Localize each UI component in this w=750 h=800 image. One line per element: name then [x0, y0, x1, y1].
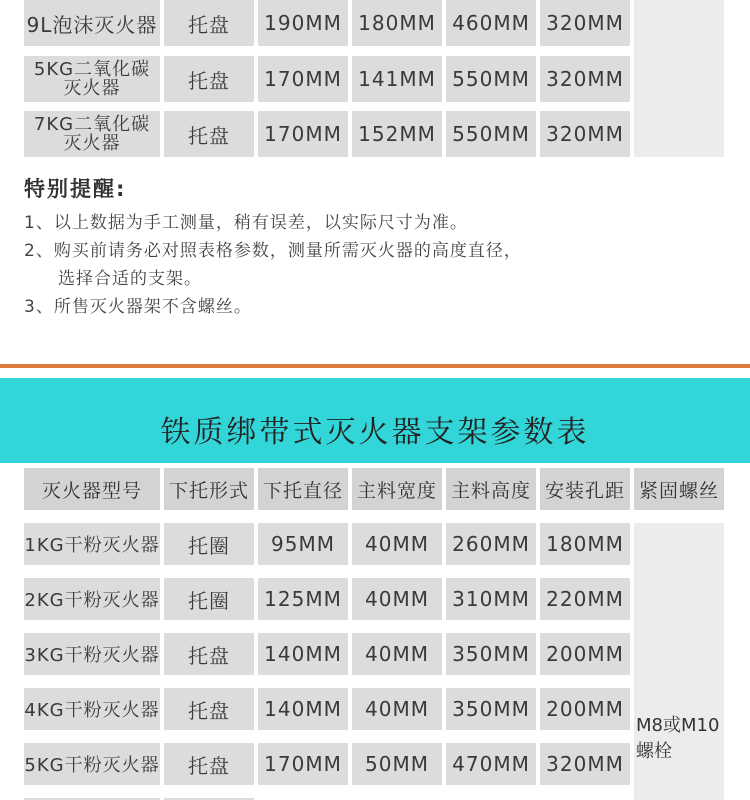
notes-heading: 特别提醒: — [24, 177, 127, 201]
type-cell: 托圈 — [164, 523, 254, 565]
value-cell: 40MM — [352, 688, 442, 730]
header-cell: 紧固螺丝 — [634, 468, 724, 510]
note-line: 1、以上数据为手工测量，稍有误差，以实际尺寸为准。 — [24, 213, 468, 233]
value-cell: 170MM — [258, 743, 348, 785]
screw-spec-cell — [634, 523, 724, 800]
type-cell: 托盘 — [164, 633, 254, 675]
model-text: 5KG二氧化碳 — [33, 59, 151, 80]
header-cell: 安装孔距 — [540, 468, 630, 510]
table-row — [24, 633, 634, 675]
value-cell: 40MM — [352, 578, 442, 620]
value-cell: 170MM — [258, 111, 348, 157]
table-header-row — [24, 468, 728, 510]
value-cell: 260MM — [446, 523, 536, 565]
value-cell: 170MM — [258, 56, 348, 102]
model-cell: 5KG干粉灭火器 — [24, 743, 160, 785]
model-text: 9L泡沫灭火器 — [26, 12, 158, 37]
type-cell: 托盘 — [164, 111, 254, 157]
type-cell: 托盘 — [164, 0, 254, 46]
value-cell: 350MM — [446, 688, 536, 730]
model-cell: 3KG干粉灭火器 — [24, 633, 160, 675]
value-cell: 190MM — [258, 0, 348, 46]
model-text: 灭火器 — [63, 133, 121, 154]
table-row — [24, 111, 634, 157]
screw-spec-text — [636, 713, 719, 765]
model-text: 灭火器 — [63, 78, 121, 99]
value-cell: 320MM — [540, 0, 630, 46]
header-cell: 灭火器型号 — [24, 468, 160, 510]
table-row — [24, 743, 634, 785]
header-cell: 主料宽度 — [352, 468, 442, 510]
model-cell — [24, 56, 160, 102]
header-cell: 下托形式 — [164, 468, 254, 510]
type-cell: 托圈 — [164, 578, 254, 620]
screw-spec-line: M8或M10 — [636, 715, 720, 736]
value-cell: 141MM — [352, 56, 442, 102]
value-cell: 320MM — [540, 56, 630, 102]
header-cell: 下托直径 — [258, 468, 348, 510]
value-cell: 200MM — [540, 688, 630, 730]
value-cell: 550MM — [446, 56, 536, 102]
table-row — [24, 523, 634, 565]
table-row — [24, 688, 634, 730]
value-cell: 40MM — [352, 633, 442, 675]
value-cell: 470MM — [446, 743, 536, 785]
type-cell: 托盘 — [164, 688, 254, 730]
value-cell: 550MM — [446, 111, 536, 157]
value-cell: 140MM — [258, 688, 348, 730]
model-cell — [24, 111, 160, 157]
value-cell: 50MM — [352, 743, 442, 785]
note-line: 2、购买前请务必对照表格参数，测量所需灭火器的高度直径， — [24, 241, 522, 261]
screw-spec-line: 螺栓 — [636, 741, 672, 762]
model-text: 7KG二氧化碳 — [33, 114, 151, 135]
note-line: 3、所售灭火器架不含螺丝。 — [24, 297, 252, 317]
value-cell: 320MM — [540, 743, 630, 785]
value-cell: 220MM — [540, 578, 630, 620]
value-cell: 180MM — [352, 0, 442, 46]
model-cell: 1KG干粉灭火器 — [24, 523, 160, 565]
value-cell: 125MM — [258, 578, 348, 620]
model-cell: 2KG干粉灭火器 — [24, 578, 160, 620]
value-cell: 180MM — [540, 523, 630, 565]
value-cell: 460MM — [446, 0, 536, 46]
value-cell: 40MM — [352, 523, 442, 565]
table-row — [24, 0, 634, 46]
section-title: 铁质绑带式灭火器支架参数表 — [160, 415, 590, 450]
value-cell: 95MM — [258, 523, 348, 565]
value-cell: 140MM — [258, 633, 348, 675]
special-notes — [24, 173, 522, 321]
table-row — [24, 56, 634, 102]
value-cell: 310MM — [446, 578, 536, 620]
value-cell: 350MM — [446, 633, 536, 675]
note-line: 选择合适的支架。 — [58, 269, 202, 289]
value-cell: 152MM — [352, 111, 442, 157]
section-banner — [0, 378, 750, 463]
value-cell: 320MM — [540, 111, 630, 157]
model-cell — [24, 0, 160, 46]
model-cell: 4KG干粉灭火器 — [24, 688, 160, 730]
type-cell: 托盘 — [164, 743, 254, 785]
header-cell: 主料高度 — [446, 468, 536, 510]
type-cell: 托盘 — [164, 56, 254, 102]
value-cell: 200MM — [540, 633, 630, 675]
table-row — [24, 578, 634, 620]
section-divider — [0, 364, 750, 368]
merged-screw-cell-top — [634, 0, 724, 157]
